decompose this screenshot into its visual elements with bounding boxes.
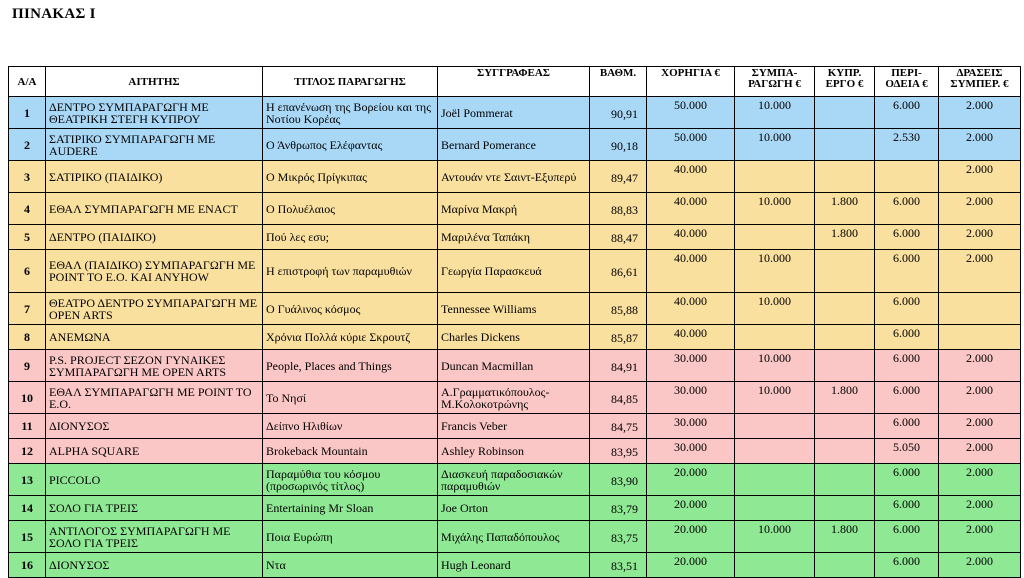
cell-score: 85,87 bbox=[590, 325, 647, 350]
cell-applicant: ΑΝΤΙΛΟΓΟΣ ΣΥΜΠΑΡΑΓΩΓΗ ΜΕ ΣΟΛΟ ΓΙΑ ΤΡΕΙΣ bbox=[46, 521, 263, 553]
cell-author: Tennessee Williams bbox=[438, 293, 590, 325]
cell-aa: 1 bbox=[9, 97, 46, 129]
table-row bbox=[9, 553, 1021, 578]
cell-tour: 2.530 bbox=[875, 129, 939, 161]
header-applicant: ΑΙΤΗΤΗΣ bbox=[46, 67, 263, 97]
cell-actions: 2.000 bbox=[939, 193, 1021, 225]
cell-aa: 13 bbox=[9, 464, 46, 496]
cell-applicant: ΔΕΝΤΡΟ ΣΥΜΠΑΡΑΓΩΓΗ ΜΕ ΘΕΑΤΡΙΚΗ ΣΤΕΓΗ ΚΥΠΡΟΥ bbox=[46, 97, 263, 129]
header-grant: ΧΟΡΗΓΙΑ € bbox=[647, 67, 735, 97]
table-row bbox=[9, 129, 1021, 161]
cell-grant: 40.000 bbox=[647, 161, 735, 193]
cell-coproduction: 10.000 bbox=[735, 350, 815, 382]
cell-coproduction bbox=[735, 225, 815, 250]
header-score: ΒΑΘΜ. bbox=[590, 67, 647, 97]
cell-author: Διασκευή παραδοσιακών παραμυθιών bbox=[438, 464, 590, 496]
cell-coproduction bbox=[735, 464, 815, 496]
cell-grant: 50.000 bbox=[647, 129, 735, 161]
cell-author: Joe Orton bbox=[438, 496, 590, 521]
table-row bbox=[9, 225, 1021, 250]
cell-score: 88,83 bbox=[590, 193, 647, 225]
cell-cyprus-work bbox=[815, 439, 875, 464]
cell-actions: 2.000 bbox=[939, 161, 1021, 193]
cell-cyprus-work bbox=[815, 97, 875, 129]
cell-tour: 6.000 bbox=[875, 225, 939, 250]
cell-cyprus-work: 1.800 bbox=[815, 382, 875, 414]
cell-aa: 11 bbox=[9, 414, 46, 439]
cell-applicant: ΘΕΑΤΡΟ ΔΕΝΤΡΟ ΣΥΜΠΑΡΑΓΩΓΗ ΜΕ OPEN ARTS bbox=[46, 293, 263, 325]
cell-production: Ο Άνθρωπος Ελέφαντας bbox=[263, 129, 438, 161]
cell-aa: 2 bbox=[9, 129, 46, 161]
cell-production: Ποια Ευρώπη bbox=[263, 521, 438, 553]
cell-author: Charles Dickens bbox=[438, 325, 590, 350]
cell-production: Η επανένωση της Βορείου και της Νοτίου Κορέας bbox=[263, 97, 438, 129]
table-row bbox=[9, 325, 1021, 350]
header-cyprus-work: ΚΥΠΡ. ΕΡΓΟ € bbox=[815, 67, 875, 97]
cell-applicant: ΔΕΝΤΡΟ (ΠΑΙΔΙΚΟ) bbox=[46, 225, 263, 250]
cell-tour: 6.000 bbox=[875, 350, 939, 382]
cell-cyprus-work bbox=[815, 161, 875, 193]
cell-tour: 6.000 bbox=[875, 521, 939, 553]
cell-production: Το Νησί bbox=[263, 382, 438, 414]
cell-grant: 20.000 bbox=[647, 496, 735, 521]
cell-actions: 2.000 bbox=[939, 439, 1021, 464]
cell-author: Hugh Leonard bbox=[438, 553, 590, 578]
cell-score: 83,95 bbox=[590, 439, 647, 464]
cell-tour: 6.000 bbox=[875, 414, 939, 439]
cell-production: Ο Μικρός Πρίγκιπας bbox=[263, 161, 438, 193]
table-row bbox=[9, 382, 1021, 414]
cell-score: 88,47 bbox=[590, 225, 647, 250]
cell-cyprus-work bbox=[815, 129, 875, 161]
cell-aa: 6 bbox=[9, 250, 46, 293]
cell-production: Ο Γυάλινος κόσμος bbox=[263, 293, 438, 325]
table-header-row bbox=[9, 67, 1021, 97]
cell-production: Ντα bbox=[263, 553, 438, 578]
cell-cyprus-work bbox=[815, 350, 875, 382]
cell-coproduction: 10.000 bbox=[735, 293, 815, 325]
cell-author: Joël Pommerat bbox=[438, 97, 590, 129]
cell-tour: 6.000 bbox=[875, 97, 939, 129]
cell-tour: 6.000 bbox=[875, 553, 939, 578]
cell-grant: 40.000 bbox=[647, 293, 735, 325]
cell-author: Αντουάν ντε Σαιντ-Εξυπερύ bbox=[438, 161, 590, 193]
cell-applicant: ΔΙΟΝΥΣΟΣ bbox=[46, 553, 263, 578]
cell-aa: 15 bbox=[9, 521, 46, 553]
cell-grant: 50.000 bbox=[647, 97, 735, 129]
cell-author: Γεωργία Παρασκευά bbox=[438, 250, 590, 293]
cell-actions: 2.000 bbox=[939, 225, 1021, 250]
cell-production: People, Places and Things bbox=[263, 350, 438, 382]
cell-applicant: P.S. PROJECT ΣΕΖΟΝ ΓΥΝΑΙΚΕΣ ΣΥΜΠΑΡΑΓΩΓΗ ΜΕ OPEN ARTS bbox=[46, 350, 263, 382]
cell-applicant: ΣΑΤΙΡΙΚΟ ΣΥΜΠΑΡΑΓΩΓΗ ΜΕ AUDERE bbox=[46, 129, 263, 161]
cell-author: Bernard Pomerance bbox=[438, 129, 590, 161]
table-row bbox=[9, 350, 1021, 382]
table-row bbox=[9, 464, 1021, 496]
cell-production: Πού λες εσυ; bbox=[263, 225, 438, 250]
table-row bbox=[9, 293, 1021, 325]
cell-grant: 40.000 bbox=[647, 193, 735, 225]
cell-applicant: ΣΟΛΟ ΓΙΑ ΤΡΕΙΣ bbox=[46, 496, 263, 521]
cell-score: 86,61 bbox=[590, 250, 647, 293]
cell-grant: 30.000 bbox=[647, 350, 735, 382]
cell-tour: 6.000 bbox=[875, 293, 939, 325]
cell-actions: 2.000 bbox=[939, 521, 1021, 553]
cell-score: 83,90 bbox=[590, 464, 647, 496]
cell-tour: 6.000 bbox=[875, 193, 939, 225]
cell-actions bbox=[939, 293, 1021, 325]
cell-production: Ο Πολυέλαιος bbox=[263, 193, 438, 225]
cell-aa: 7 bbox=[9, 293, 46, 325]
cell-score: 85,88 bbox=[590, 293, 647, 325]
cell-aa: 5 bbox=[9, 225, 46, 250]
cell-production: Δείπνο Ηλιθίων bbox=[263, 414, 438, 439]
cell-grant: 20.000 bbox=[647, 521, 735, 553]
cell-actions: 2.000 bbox=[939, 496, 1021, 521]
cell-cyprus-work bbox=[815, 496, 875, 521]
cell-cyprus-work bbox=[815, 553, 875, 578]
cell-grant: 20.000 bbox=[647, 553, 735, 578]
cell-coproduction: 10.000 bbox=[735, 521, 815, 553]
cell-author: Μαρίνα Μακρή bbox=[438, 193, 590, 225]
cell-actions: 2.000 bbox=[939, 553, 1021, 578]
table-row bbox=[9, 496, 1021, 521]
cell-coproduction: 10.000 bbox=[735, 250, 815, 293]
cell-production: Entertaining Mr Sloan bbox=[263, 496, 438, 521]
cell-actions: 2.000 bbox=[939, 464, 1021, 496]
cell-tour: 6.000 bbox=[875, 464, 939, 496]
cell-applicant: ΣΑΤΙΡΙΚΟ (ΠΑΙΔΙΚΟ) bbox=[46, 161, 263, 193]
table-row bbox=[9, 97, 1021, 129]
funding-table bbox=[8, 66, 1021, 578]
cell-coproduction bbox=[735, 161, 815, 193]
cell-coproduction bbox=[735, 496, 815, 521]
cell-production: Brokeback Mountain bbox=[263, 439, 438, 464]
page-title: ΠΙΝΑΚΑΣ Ι bbox=[12, 6, 96, 22]
cell-aa: 16 bbox=[9, 553, 46, 578]
table-row bbox=[9, 161, 1021, 193]
cell-coproduction: 10.000 bbox=[735, 193, 815, 225]
cell-score: 83,79 bbox=[590, 496, 647, 521]
cell-score: 84,91 bbox=[590, 350, 647, 382]
cell-score: 90,18 bbox=[590, 129, 647, 161]
cell-tour bbox=[875, 161, 939, 193]
cell-actions bbox=[939, 325, 1021, 350]
cell-score: 90,91 bbox=[590, 97, 647, 129]
table-row bbox=[9, 250, 1021, 293]
cell-author: Μιχάλης Παπαδόπουλος bbox=[438, 521, 590, 553]
cell-aa: 9 bbox=[9, 350, 46, 382]
cell-cyprus-work bbox=[815, 293, 875, 325]
cell-cyprus-work bbox=[815, 325, 875, 350]
cell-applicant: ΕΘΑΛ (ΠΑΙΔΙΚΟ) ΣΥΜΠΑΡΑΓΩΓΗ ΜΕ POINT TO Ε.Ο. ΚΑΙ ΑΝΥΗΟW bbox=[46, 250, 263, 293]
cell-tour: 5.050 bbox=[875, 439, 939, 464]
header-coproduction: ΣΥΜΠΑ- ΡΑΓΩΓΗ € bbox=[735, 67, 815, 97]
cell-aa: 10 bbox=[9, 382, 46, 414]
table-row bbox=[9, 193, 1021, 225]
cell-author: Μαριλένα Ταπάκη bbox=[438, 225, 590, 250]
cell-applicant: ΕΘΑΛ ΣΥΜΠΑΡΑΓΩΓΗ ΜΕ ENACT bbox=[46, 193, 263, 225]
cell-aa: 3 bbox=[9, 161, 46, 193]
cell-coproduction: 10.000 bbox=[735, 97, 815, 129]
cell-grant: 30.000 bbox=[647, 382, 735, 414]
table-row bbox=[9, 521, 1021, 553]
cell-production: Η επιστροφή των παραμυθιών bbox=[263, 250, 438, 293]
cell-applicant: PICCOLO bbox=[46, 464, 263, 496]
cell-cyprus-work: 1.800 bbox=[815, 225, 875, 250]
cell-grant: 30.000 bbox=[647, 439, 735, 464]
cell-cyprus-work bbox=[815, 414, 875, 439]
cell-aa: 14 bbox=[9, 496, 46, 521]
cell-coproduction bbox=[735, 325, 815, 350]
cell-applicant: ΔΙΟΝΥΣΟΣ bbox=[46, 414, 263, 439]
cell-cyprus-work: 1.800 bbox=[815, 521, 875, 553]
cell-author: Ashley Robinson bbox=[438, 439, 590, 464]
header-production: ΤΙΤΛΟΣ ΠΑΡΑΓΩΓΗΣ bbox=[263, 67, 438, 97]
cell-grant: 40.000 bbox=[647, 250, 735, 293]
cell-aa: 12 bbox=[9, 439, 46, 464]
cell-coproduction: 10.000 bbox=[735, 129, 815, 161]
cell-coproduction bbox=[735, 439, 815, 464]
cell-tour: 6.000 bbox=[875, 496, 939, 521]
cell-cyprus-work bbox=[815, 464, 875, 496]
cell-cyprus-work bbox=[815, 250, 875, 293]
cell-score: 83,51 bbox=[590, 553, 647, 578]
cell-score: 84,85 bbox=[590, 382, 647, 414]
cell-score: 84,75 bbox=[590, 414, 647, 439]
cell-grant: 30.000 bbox=[647, 414, 735, 439]
cell-score: 89,47 bbox=[590, 161, 647, 193]
cell-actions: 2.000 bbox=[939, 250, 1021, 293]
cell-cyprus-work: 1.800 bbox=[815, 193, 875, 225]
cell-actions: 2.000 bbox=[939, 414, 1021, 439]
table-body bbox=[9, 97, 1021, 578]
cell-production: Χρόνια Πολλά κύριε Σκρουτζ bbox=[263, 325, 438, 350]
cell-applicant: ΑΝΕΜΩΝΑ bbox=[46, 325, 263, 350]
cell-tour: 6.000 bbox=[875, 325, 939, 350]
cell-actions: 2.000 bbox=[939, 97, 1021, 129]
cell-actions: 2.000 bbox=[939, 129, 1021, 161]
cell-actions: 2.000 bbox=[939, 350, 1021, 382]
header-actions: ΔΡΑΣΕΙΣ ΣΥΜΠΕΡ. € bbox=[939, 67, 1021, 97]
header-tour: ΠΕΡΙ- ΟΔΕΙΑ € bbox=[875, 67, 939, 97]
cell-author: Francis Veber bbox=[438, 414, 590, 439]
cell-author: Duncan Macmillan bbox=[438, 350, 590, 382]
cell-coproduction bbox=[735, 553, 815, 578]
cell-applicant: ΕΘΑΛ ΣΥΜΠΑΡΑΓΩΓΗ ΜΕ POINT TO Ε.Ο. bbox=[46, 382, 263, 414]
cell-grant: 20.000 bbox=[647, 464, 735, 496]
table-row bbox=[9, 439, 1021, 464]
cell-score: 83,75 bbox=[590, 521, 647, 553]
cell-tour: 6.000 bbox=[875, 382, 939, 414]
cell-actions: 2.000 bbox=[939, 382, 1021, 414]
cell-aa: 8 bbox=[9, 325, 46, 350]
cell-applicant: ALPHA SQUARE bbox=[46, 439, 263, 464]
cell-grant: 40.000 bbox=[647, 325, 735, 350]
cell-coproduction bbox=[735, 414, 815, 439]
table-row bbox=[9, 414, 1021, 439]
header-aa: Α/Α bbox=[9, 67, 46, 97]
cell-production: Παραμύθια του κόσμου (προσωρινός τίτλος) bbox=[263, 464, 438, 496]
cell-author: Α.Γραμματικόπουλος-Μ.Κολοκοτρώνης bbox=[438, 382, 590, 414]
header-author: ΣΥΓΓΡΑΦΕΑΣ bbox=[438, 67, 590, 97]
cell-tour: 6.000 bbox=[875, 250, 939, 293]
cell-aa: 4 bbox=[9, 193, 46, 225]
cell-grant: 40.000 bbox=[647, 225, 735, 250]
cell-coproduction: 10.000 bbox=[735, 382, 815, 414]
